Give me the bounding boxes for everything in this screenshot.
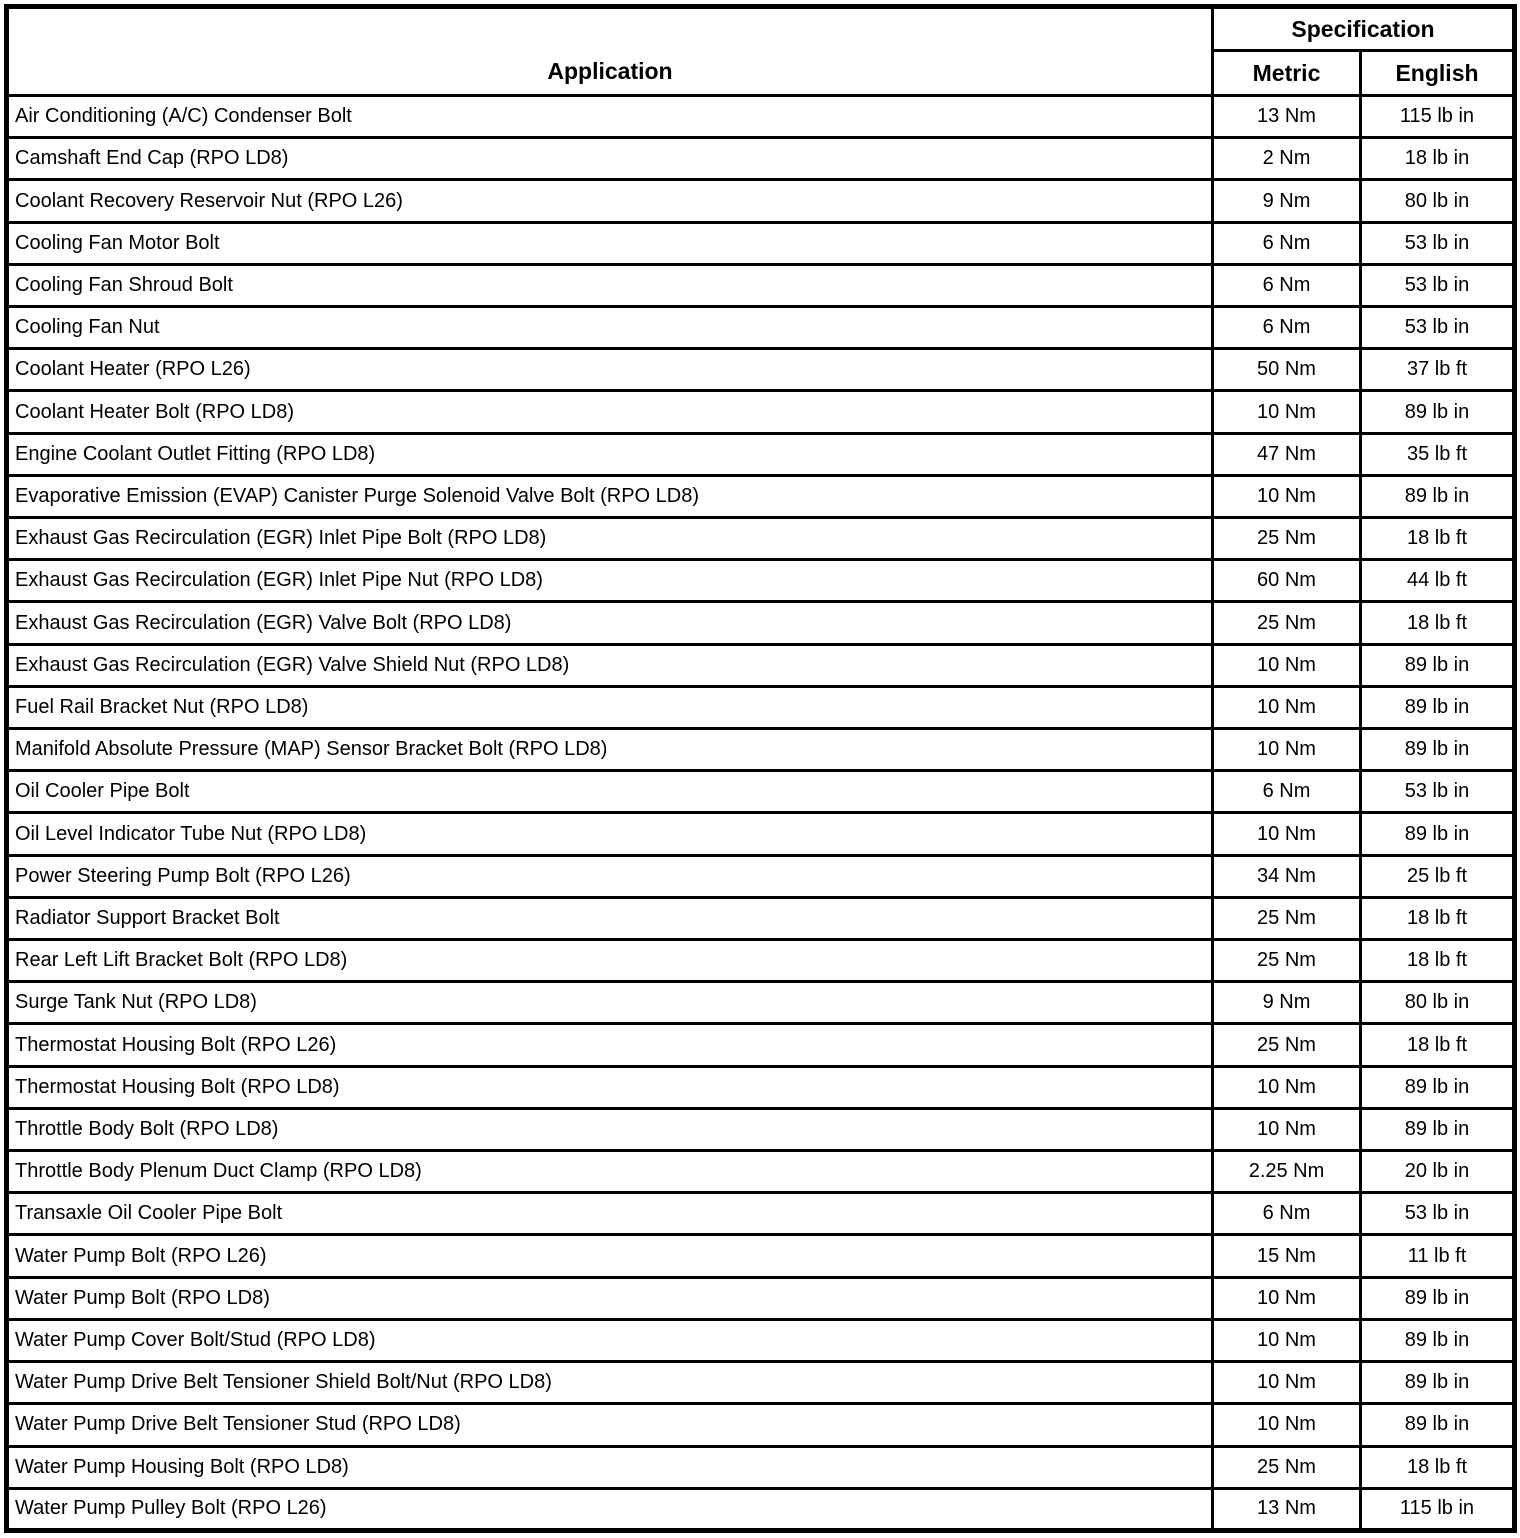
table-row xyxy=(7,518,1515,560)
table-row xyxy=(7,1193,1515,1235)
english-value-cell: 89 lb in xyxy=(1361,1277,1515,1319)
english-value-cell: 89 lb in xyxy=(1361,1066,1515,1108)
column-header-english: English xyxy=(1361,51,1515,96)
table-row xyxy=(7,813,1515,855)
application-cell: Throttle Body Bolt (RPO LD8) xyxy=(7,1108,1213,1150)
english-value-cell: 89 lb in xyxy=(1361,1108,1515,1150)
table-row xyxy=(7,264,1515,306)
english-value-cell: 53 lb in xyxy=(1361,771,1515,813)
application-cell: Coolant Heater Bolt (RPO LD8) xyxy=(7,391,1213,433)
table-row xyxy=(7,1066,1515,1108)
application-cell: Water Pump Cover Bolt/Stud (RPO LD8) xyxy=(7,1319,1213,1361)
table-row xyxy=(7,1151,1515,1193)
column-header-application: Application xyxy=(7,7,1213,96)
metric-value-cell: 25 Nm xyxy=(1213,1446,1361,1488)
metric-value-cell: 25 Nm xyxy=(1213,897,1361,939)
english-value-cell: 18 lb ft xyxy=(1361,602,1515,644)
english-value-cell: 35 lb ft xyxy=(1361,433,1515,475)
english-value-cell: 89 lb in xyxy=(1361,475,1515,517)
metric-value-cell: 10 Nm xyxy=(1213,644,1361,686)
metric-value-cell: 34 Nm xyxy=(1213,855,1361,897)
english-value-cell: 44 lb ft xyxy=(1361,560,1515,602)
table-row xyxy=(7,222,1515,264)
application-cell: Rear Left Lift Bracket Bolt (RPO LD8) xyxy=(7,940,1213,982)
english-value-cell: 53 lb in xyxy=(1361,307,1515,349)
english-value-cell: 18 lb ft xyxy=(1361,940,1515,982)
table-row xyxy=(7,307,1515,349)
metric-value-cell: 2 Nm xyxy=(1213,138,1361,180)
table-row xyxy=(7,433,1515,475)
english-value-cell: 53 lb in xyxy=(1361,264,1515,306)
metric-value-cell: 6 Nm xyxy=(1213,307,1361,349)
application-cell: Thermostat Housing Bolt (RPO L26) xyxy=(7,1024,1213,1066)
english-value-cell: 37 lb ft xyxy=(1361,349,1515,391)
application-cell: Water Pump Bolt (RPO LD8) xyxy=(7,1277,1213,1319)
application-cell: Water Pump Drive Belt Tensioner Shield Bolt/Nut (RPO LD8) xyxy=(7,1362,1213,1404)
english-value-cell: 53 lb in xyxy=(1361,222,1515,264)
column-header-metric: Metric xyxy=(1213,51,1361,96)
english-value-cell: 89 lb in xyxy=(1361,644,1515,686)
table-row xyxy=(7,1277,1515,1319)
table-row xyxy=(7,1362,1515,1404)
table-row xyxy=(7,982,1515,1024)
metric-value-cell: 47 Nm xyxy=(1213,433,1361,475)
application-cell: Coolant Heater (RPO L26) xyxy=(7,349,1213,391)
table-row xyxy=(7,1235,1515,1277)
table-row xyxy=(7,729,1515,771)
application-cell: Exhaust Gas Recirculation (EGR) Inlet Pipe Bolt (RPO LD8) xyxy=(7,518,1213,560)
english-value-cell: 18 lb in xyxy=(1361,138,1515,180)
application-cell: Engine Coolant Outlet Fitting (RPO LD8) xyxy=(7,433,1213,475)
metric-value-cell: 13 Nm xyxy=(1213,1488,1361,1530)
metric-value-cell: 10 Nm xyxy=(1213,391,1361,433)
application-cell: Oil Cooler Pipe Bolt xyxy=(7,771,1213,813)
english-value-cell: 53 lb in xyxy=(1361,1193,1515,1235)
metric-value-cell: 10 Nm xyxy=(1213,1404,1361,1446)
table-row xyxy=(7,1024,1515,1066)
table-row xyxy=(7,855,1515,897)
metric-value-cell: 25 Nm xyxy=(1213,1024,1361,1066)
english-value-cell: 89 lb in xyxy=(1361,1362,1515,1404)
application-cell: Cooling Fan Motor Bolt xyxy=(7,222,1213,264)
metric-value-cell: 13 Nm xyxy=(1213,96,1361,138)
english-value-cell: 89 lb in xyxy=(1361,686,1515,728)
metric-value-cell: 25 Nm xyxy=(1213,518,1361,560)
metric-value-cell: 10 Nm xyxy=(1213,1362,1361,1404)
application-cell: Coolant Recovery Reservoir Nut (RPO L26) xyxy=(7,180,1213,222)
table-row xyxy=(7,940,1515,982)
english-value-cell: 80 lb in xyxy=(1361,180,1515,222)
application-cell: Oil Level Indicator Tube Nut (RPO LD8) xyxy=(7,813,1213,855)
table-row xyxy=(7,686,1515,728)
table-header xyxy=(7,7,1515,96)
torque-specification-table xyxy=(4,4,1517,1533)
metric-value-cell: 2.25 Nm xyxy=(1213,1151,1361,1193)
application-cell: Water Pump Housing Bolt (RPO LD8) xyxy=(7,1446,1213,1488)
english-value-cell: 89 lb in xyxy=(1361,391,1515,433)
table-row xyxy=(7,1404,1515,1446)
english-value-cell: 18 lb ft xyxy=(1361,518,1515,560)
table-row xyxy=(7,1488,1515,1530)
application-cell: Thermostat Housing Bolt (RPO LD8) xyxy=(7,1066,1213,1108)
application-cell: Radiator Support Bracket Bolt xyxy=(7,897,1213,939)
metric-value-cell: 50 Nm xyxy=(1213,349,1361,391)
metric-value-cell: 25 Nm xyxy=(1213,602,1361,644)
metric-value-cell: 10 Nm xyxy=(1213,1066,1361,1108)
application-cell: Camshaft End Cap (RPO LD8) xyxy=(7,138,1213,180)
english-value-cell: 80 lb in xyxy=(1361,982,1515,1024)
application-cell: Air Conditioning (A/C) Condenser Bolt xyxy=(7,96,1213,138)
metric-value-cell: 10 Nm xyxy=(1213,1319,1361,1361)
table-row xyxy=(7,138,1515,180)
english-value-cell: 18 lb ft xyxy=(1361,1024,1515,1066)
english-value-cell: 20 lb in xyxy=(1361,1151,1515,1193)
metric-value-cell: 9 Nm xyxy=(1213,180,1361,222)
metric-value-cell: 10 Nm xyxy=(1213,813,1361,855)
table-row xyxy=(7,602,1515,644)
application-cell: Water Pump Bolt (RPO L26) xyxy=(7,1235,1213,1277)
application-cell: Water Pump Drive Belt Tensioner Stud (RPO LD8) xyxy=(7,1404,1213,1446)
application-cell: Throttle Body Plenum Duct Clamp (RPO LD8) xyxy=(7,1151,1213,1193)
application-cell: Power Steering Pump Bolt (RPO L26) xyxy=(7,855,1213,897)
english-value-cell: 89 lb in xyxy=(1361,813,1515,855)
table-row xyxy=(7,96,1515,138)
english-value-cell: 18 lb ft xyxy=(1361,897,1515,939)
application-cell: Evaporative Emission (EVAP) Canister Purge Solenoid Valve Bolt (RPO LD8) xyxy=(7,475,1213,517)
table-row xyxy=(7,560,1515,602)
table-row xyxy=(7,1319,1515,1361)
metric-value-cell: 10 Nm xyxy=(1213,686,1361,728)
metric-value-cell: 6 Nm xyxy=(1213,264,1361,306)
application-cell: Cooling Fan Nut xyxy=(7,307,1213,349)
english-value-cell: 11 lb ft xyxy=(1361,1235,1515,1277)
metric-value-cell: 25 Nm xyxy=(1213,940,1361,982)
table-row xyxy=(7,349,1515,391)
metric-value-cell: 15 Nm xyxy=(1213,1235,1361,1277)
table-row xyxy=(7,897,1515,939)
english-value-cell: 18 lb ft xyxy=(1361,1446,1515,1488)
table-row xyxy=(7,475,1515,517)
english-value-cell: 115 lb in xyxy=(1361,96,1515,138)
english-value-cell: 89 lb in xyxy=(1361,1404,1515,1446)
application-cell: Cooling Fan Shroud Bolt xyxy=(7,264,1213,306)
metric-value-cell: 10 Nm xyxy=(1213,729,1361,771)
table-row xyxy=(7,1108,1515,1150)
table-row xyxy=(7,1446,1515,1488)
application-cell: Surge Tank Nut (RPO LD8) xyxy=(7,982,1213,1024)
metric-value-cell: 6 Nm xyxy=(1213,771,1361,813)
application-cell: Manifold Absolute Pressure (MAP) Sensor Bracket Bolt (RPO LD8) xyxy=(7,729,1213,771)
metric-value-cell: 10 Nm xyxy=(1213,475,1361,517)
metric-value-cell: 9 Nm xyxy=(1213,982,1361,1024)
column-header-specification: Specification xyxy=(1213,7,1515,51)
english-value-cell: 89 lb in xyxy=(1361,1319,1515,1361)
metric-value-cell: 10 Nm xyxy=(1213,1108,1361,1150)
application-cell: Water Pump Pulley Bolt (RPO L26) xyxy=(7,1488,1213,1530)
table-row xyxy=(7,771,1515,813)
table-row xyxy=(7,644,1515,686)
application-cell: Fuel Rail Bracket Nut (RPO LD8) xyxy=(7,686,1213,728)
table-row xyxy=(7,180,1515,222)
application-cell: Exhaust Gas Recirculation (EGR) Inlet Pipe Nut (RPO LD8) xyxy=(7,560,1213,602)
header-row-top xyxy=(7,7,1515,51)
english-value-cell: 115 lb in xyxy=(1361,1488,1515,1530)
application-cell: Exhaust Gas Recirculation (EGR) Valve Shield Nut (RPO LD8) xyxy=(7,644,1213,686)
metric-value-cell: 6 Nm xyxy=(1213,222,1361,264)
table-body xyxy=(7,96,1515,1531)
application-cell: Transaxle Oil Cooler Pipe Bolt xyxy=(7,1193,1213,1235)
metric-value-cell: 6 Nm xyxy=(1213,1193,1361,1235)
metric-value-cell: 60 Nm xyxy=(1213,560,1361,602)
table-row xyxy=(7,391,1515,433)
english-value-cell: 25 lb ft xyxy=(1361,855,1515,897)
application-cell: Exhaust Gas Recirculation (EGR) Valve Bolt (RPO LD8) xyxy=(7,602,1213,644)
english-value-cell: 89 lb in xyxy=(1361,729,1515,771)
metric-value-cell: 10 Nm xyxy=(1213,1277,1361,1319)
